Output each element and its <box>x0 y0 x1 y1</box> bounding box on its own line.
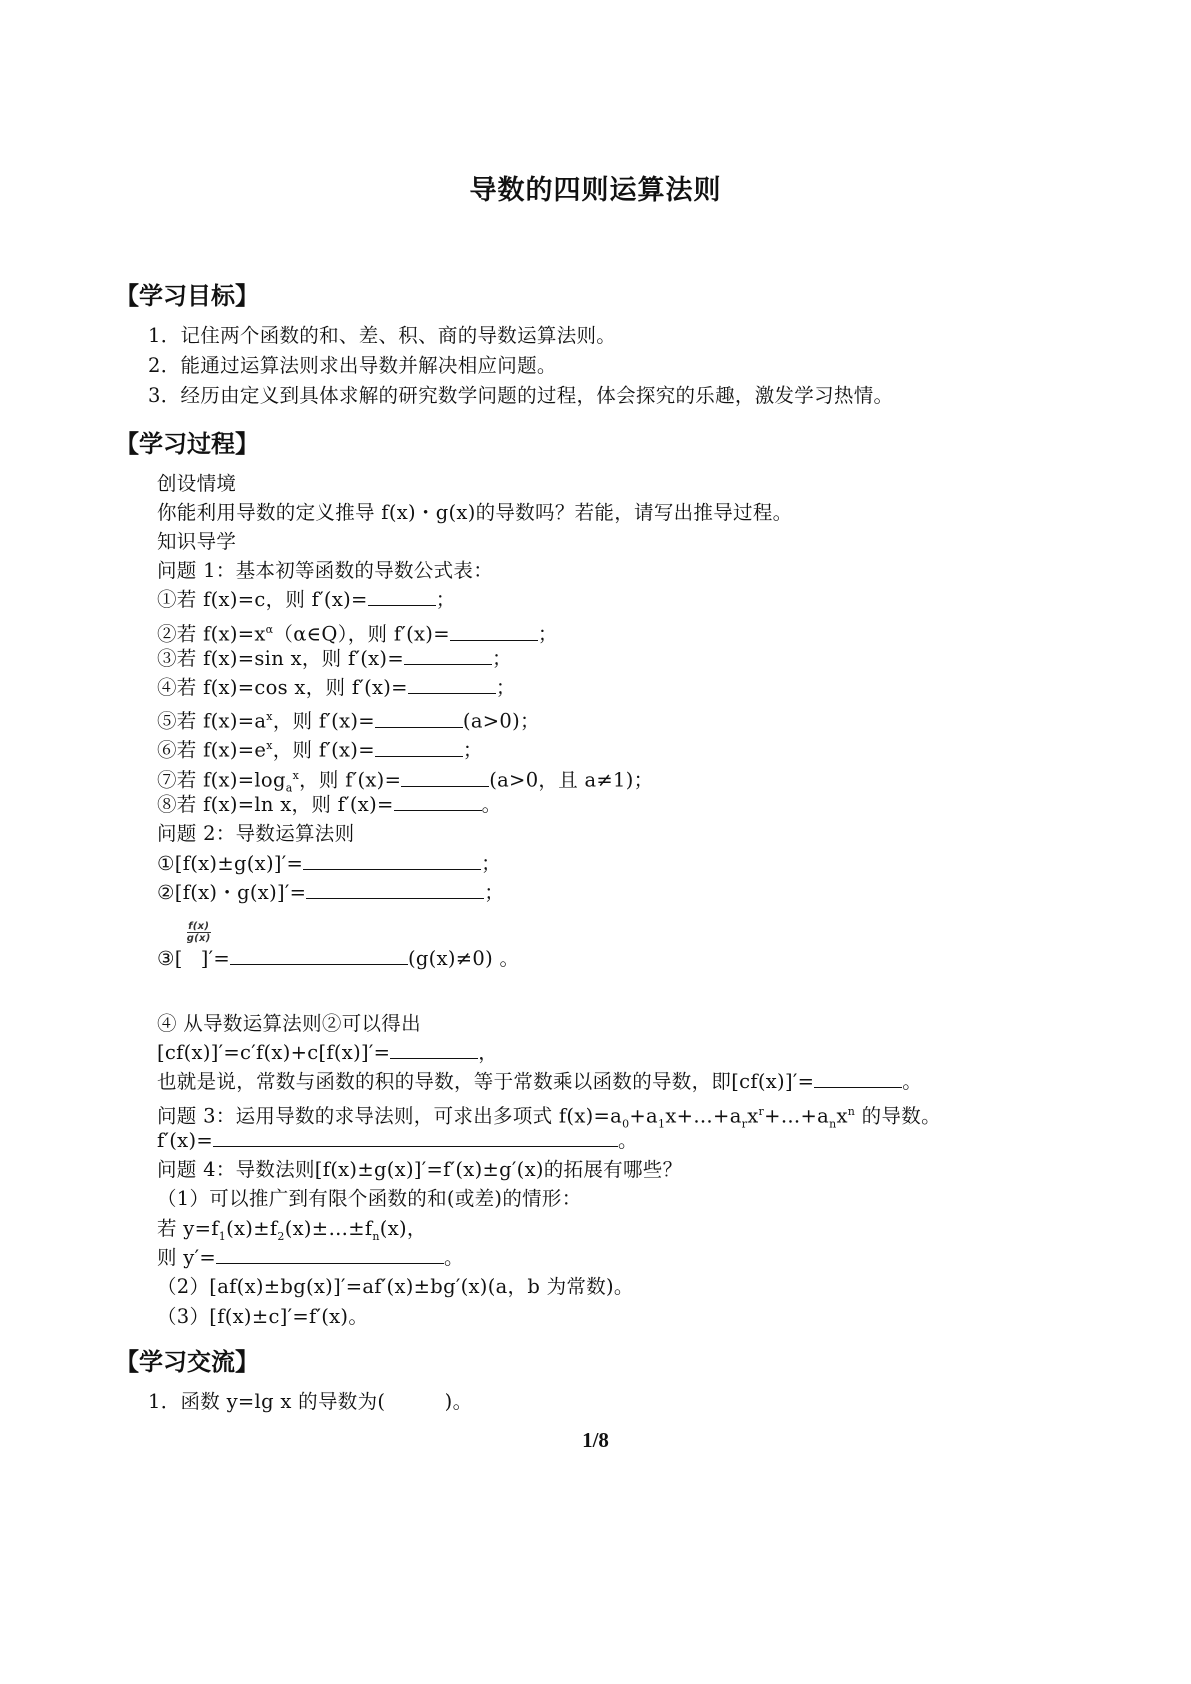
rule-3: ③[ f(x) g(x) ]′= (g(x)≠0) 。 <box>157 945 519 973</box>
answer-blank[interactable] <box>401 768 489 787</box>
rule-4-line: [cf(x)]′=c′f(x)+c[f(x)]′= ， <box>157 1041 499 1064</box>
document-title: 导数的四则运算法则 <box>469 175 722 206</box>
formula-item-3: ③若 f(x)=sin x，则 f′(x)= ； <box>157 647 512 670</box>
answer-blank[interactable] <box>390 1040 478 1059</box>
answer-blank[interactable] <box>303 851 481 870</box>
answer-blank[interactable] <box>216 1245 444 1264</box>
formula-item-4: ④若 f(x)=cos x，则 f′(x)= ； <box>157 676 516 699</box>
page-indicator: 1/8 <box>582 1428 609 1452</box>
formula-item-1: ①若 f(x)=c，则 f′(x)= ； <box>157 588 456 611</box>
formula-item-7: ⑦若 $f(x)=\log_a^x$，则 f′(x)= (a>0，且 a≠1)； <box>157 768 654 795</box>
extension-3: （3）[f(x)±c]′=f′(x)。 <box>157 1305 369 1328</box>
section-heading-exchange: 【学习交流】 <box>115 1348 259 1376</box>
question-1-label: 问题 1：基本初等函数的导数公式表： <box>157 559 494 582</box>
formula-item-2: ②若 $f(x)=x^\alpha(\alpha\in Q)$，则 f′(x)= ； <box>157 622 558 646</box>
scenario-question: 你能利用导数的定义推导 f(x)・g(x)的导数吗？若能，请写出推导过程。 <box>157 501 793 524</box>
question-2-label: 问题 2：导数运算法则 <box>157 822 355 845</box>
rule-4-conclusion: 也就是说，常数与函数的积的导数，等于常数乘以函数的导数，即[cf(x)]′= 。 <box>157 1070 923 1093</box>
answer-blank[interactable] <box>306 880 484 899</box>
answer-blank[interactable] <box>404 646 492 665</box>
rule-1: ①[f(x)±g(x)]′= ； <box>157 852 501 875</box>
guide-label: 知识导学 <box>157 530 237 553</box>
fraction-f-over-g: f(x) g(x) <box>186 921 211 944</box>
scenario-label: 创设情境 <box>157 472 237 495</box>
answer-blank[interactable] <box>408 675 496 694</box>
answer-blank[interactable] <box>230 946 408 965</box>
question-3-answer: f′(x)= 。 <box>157 1129 638 1152</box>
answer-blank[interactable] <box>375 738 463 757</box>
formula-item-5: ⑤若 $f(x)=a^x$，则 f′(x)= (a>0)； <box>157 709 540 733</box>
goal-item: 3．经历由定义到具体求解的研究数学问题的过程，体会探究的乐趣，激发学习热情。 <box>148 384 894 407</box>
extension-1-if: 若 $y=f_1(x)\pm f_2(x)\pm\dots\pm f_n(x)$， <box>157 1217 427 1243</box>
extension-1-then: 则 y′= 。 <box>157 1246 464 1269</box>
extension-1-label: （1）可以推广到有限个函数的和(或差)的情形： <box>157 1187 582 1210</box>
extension-2: （2）[af(x)±bg(x)]′=af′(x)±bg′(x)(a，b 为常数)。 <box>157 1275 634 1298</box>
question-4-label: 问题 4：导数法则[f(x)±g(x)]′=f′(x)±g′(x)的拓展有哪些？ <box>157 1158 683 1181</box>
answer-blank[interactable] <box>213 1128 618 1147</box>
goal-item: 1．记住两个函数的和、差、积、商的导数运算法则。 <box>148 324 617 347</box>
answer-blank[interactable] <box>814 1069 902 1088</box>
rule-4-intro: ④ 从导数运算法则②可以得出 <box>157 1012 421 1035</box>
answer-blank[interactable] <box>368 587 436 606</box>
answer-blank[interactable] <box>394 792 482 811</box>
formula-item-8: ⑧若 f(x)=ln x，则 f′(x)= 。 <box>157 793 502 816</box>
question-3-label: 问题 3：运用导数的求导法则，可求出多项式 $f(x)=a_0+a_1x+\dots+a_rx^r+\dots+a_nx^n$ 的导数。 <box>157 1104 941 1131</box>
goal-item: 2．能通过运算法则求出导数并解决相应问题。 <box>148 354 557 377</box>
section-heading-process: 【学习过程】 <box>115 430 259 458</box>
answer-blank[interactable] <box>375 709 463 728</box>
section-heading-goals: 【学习目标】 <box>115 282 259 310</box>
answer-blank[interactable] <box>450 622 538 641</box>
rule-2: ②[f(x)・g(x)]′= ； <box>157 881 505 904</box>
formula-item-6: ⑥若 $f(x)=e^x$，则 f′(x)= ； <box>157 738 483 762</box>
exchange-item: 1．函数 y=lg x 的导数为( )。 <box>148 1390 473 1413</box>
